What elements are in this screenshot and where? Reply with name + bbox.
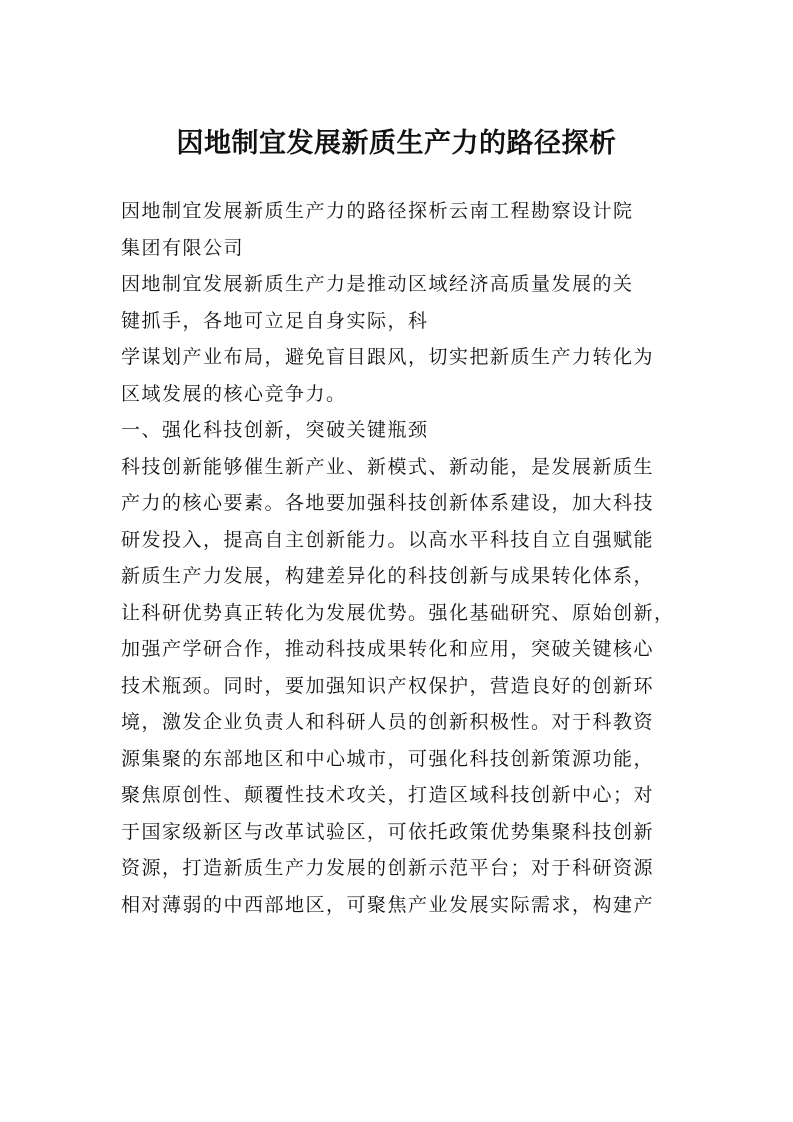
text-line: 因地制宜发展新质生产力的路径探析云南工程勘察设计院 <box>121 200 634 222</box>
document-title: 因地制宜发展新质生产力的路径探析 <box>176 128 617 159</box>
text-line: 于国家级新区与改革试验区，可依托政策优势集聚科技创新 <box>121 820 655 843</box>
text-line: 技术瓶颈。同时，要加强知识产权保护，营造良好的创新环 <box>121 674 655 697</box>
document-body <box>121 193 681 923</box>
text-line: 新质生产力发展，构建差异化的科技创新与成果转化体系， <box>121 565 655 587</box>
text-line: 因地制宜发展新质生产力是推动区域经济高质量发展的关 <box>121 273 634 295</box>
text-line: 源集聚的东部地区和中心城市，可强化科技创新策源功能， <box>121 747 655 770</box>
text-line: 键抓手，各地可立足自身实际，科 <box>121 309 429 332</box>
text-line: 相对薄弱的中西部地区，可聚焦产业发展实际需求，构建产 <box>121 893 655 916</box>
text-line: 科技创新能够催生新产业、新模式、新动能，是发展新质生 <box>121 455 655 478</box>
text-line: 区域发展的核心竞争力。 <box>121 382 347 405</box>
text-line: 让科研优势真正转化为发展优势。强化基础研究、原始创新， <box>121 601 675 624</box>
text-line: 集团有限公司 <box>121 236 245 259</box>
text-line: 加强产学研合作，推动科技成果转化和应用，突破关键核心 <box>121 638 655 660</box>
text-line: 资源，打造新质生产力发展的创新示范平台；对于科研资源 <box>121 857 655 879</box>
text-line: 产力的核心要素。各地要加强科技创新体系建设，加大科技 <box>121 492 655 514</box>
text-line: 境，激发企业负责人和科研人员的创新积极性。对于科教资 <box>121 711 655 733</box>
text-line: 聚焦原创性、颠覆性技术攻关，打造区域科技创新中心；对 <box>121 784 655 806</box>
text-line: 研发投入，提高自主创新能力。以高水平科技自立自强赋能 <box>121 528 655 551</box>
text-line: 学谋划产业布局，避免盲目跟风，切实把新质生产力转化为 <box>121 346 655 368</box>
section-heading: 一、强化科技创新，突破关键瓶颈 <box>121 419 429 441</box>
